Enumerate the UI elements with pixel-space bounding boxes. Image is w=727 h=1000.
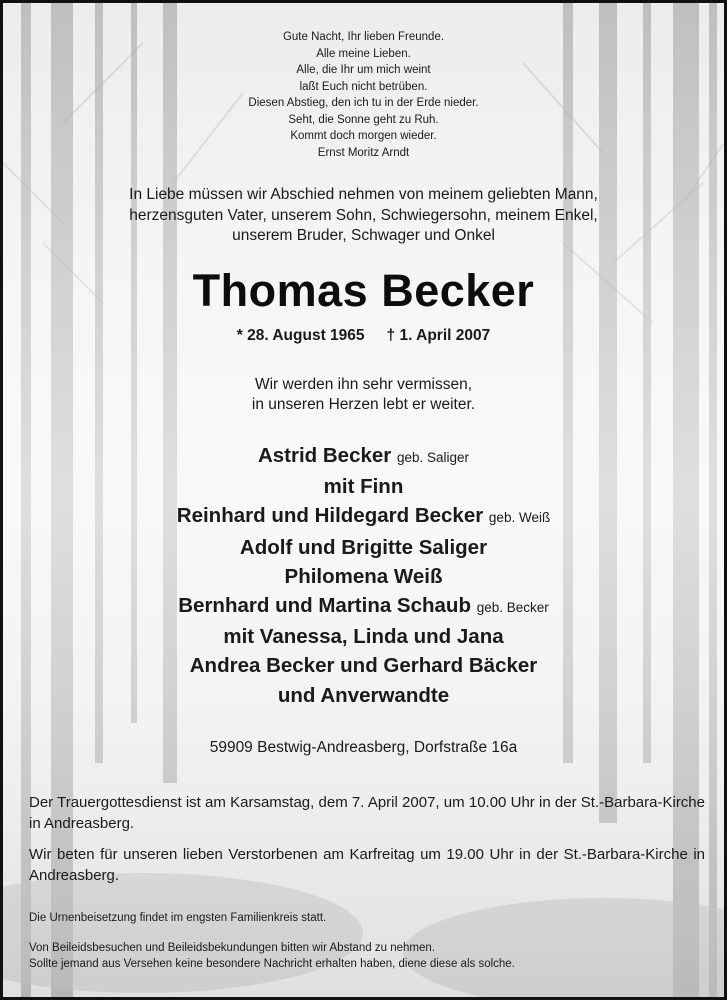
funeral-service-info: Der Trauergottesdienst ist am Karsamstag, dem 7. April 2007, um 10.00 Uhr in der St.-Barbara-Kirche in Andreasberg.	[29, 794, 705, 832]
mourner-maiden-name: geb. Weiß	[488, 510, 551, 526]
condolence-note	[29, 941, 709, 972]
poem-line: Kommt doch morgen wieder.	[290, 130, 437, 142]
remembrance-line: Wir werden ihn sehr vermissen,	[254, 376, 473, 393]
intro-text	[3, 185, 724, 247]
mourner-name: mit Finn	[323, 475, 404, 499]
mourner-name: Andrea Becker und Gerhard Bäcker	[189, 654, 538, 678]
mourner-entry	[3, 562, 724, 591]
poem-line: Alle meine Lieben.	[316, 47, 411, 60]
poem-line: Alle, die Ihr um mich weint	[296, 64, 431, 76]
poem-author: Ernst Moritz Arndt	[317, 146, 410, 159]
mourner-maiden-name: geb. Becker	[476, 600, 549, 616]
poem-line: laßt Euch nicht betrüben.	[299, 80, 428, 93]
condolence-line: Sollte jemand aus Versehen keine besondere Nachricht erhalten haben, diene diese als solche.	[29, 957, 515, 970]
poem	[3, 29, 724, 161]
mourner-entry	[3, 441, 724, 472]
remembrance-line: in unseren Herzen lebt er weiter.	[251, 396, 476, 413]
intro-line: herzensguten Vater, unserem Sohn, Schwiegersohn, meinem Enkel,	[129, 206, 598, 224]
deceased-name: Thomas Becker	[192, 265, 535, 316]
death-date: † 1. April 2007	[386, 327, 491, 344]
life-dates	[3, 327, 724, 345]
mourner-name: Adolf und Brigitte Saliger	[239, 535, 488, 559]
condolence-line: Von Beileidsbesuchen und Beileidsbekundungen bitten wir Abstand zu nehmen.	[29, 942, 435, 954]
family-address: 59909 Bestwig-Andreasberg, Dorfstraße 16a	[209, 739, 518, 756]
intro-line: unserem Bruder, Schwager und Onkel	[232, 227, 495, 244]
mourner-entry	[3, 472, 724, 501]
poem-line: Seht, die Sonne geht zu Ruh.	[288, 113, 439, 126]
mourner-name: Philomena Weiß	[284, 564, 443, 588]
burial-note: Die Urnenbeisetzung findet im engsten Familienkreis statt.	[29, 912, 327, 924]
mourner-name: Astrid Becker	[257, 444, 392, 467]
mourners-list	[3, 441, 724, 710]
mourner-name: Reinhard und Hildegard Becker	[176, 504, 484, 528]
birth-date: * 28. August 1965	[236, 327, 365, 344]
mourner-entry	[3, 681, 724, 710]
mourner-maiden-name: geb. Saliger	[396, 450, 470, 465]
remembrance-text	[3, 375, 724, 415]
mourner-entry	[3, 651, 724, 680]
mourner-entry	[3, 622, 724, 651]
poem-line: Gute Nacht, Ihr lieben Freunde.	[282, 31, 445, 43]
notice-content	[3, 3, 724, 997]
mourner-entry	[3, 533, 724, 562]
mourner-entry	[3, 591, 724, 622]
mourner-name: mit Vanessa, Linda und Jana	[223, 625, 504, 649]
mourner-name: und Anverwandte	[277, 683, 450, 707]
mourner-entry	[3, 501, 724, 532]
poem-line: Diesen Abstieg, den ich tu in der Erde nieder.	[248, 97, 479, 109]
mourner-name: Bernhard und Martina Schaub	[178, 594, 471, 618]
intro-line: In Liebe müssen wir Abschied nehmen von meinem geliebten Mann,	[129, 186, 598, 203]
prayer-service-info: Wir beten für unseren lieben Verstorbenen am Karfreitag um 19.00 Uhr in der St.-Barbara-Kirche in Andreasberg.	[29, 846, 705, 884]
